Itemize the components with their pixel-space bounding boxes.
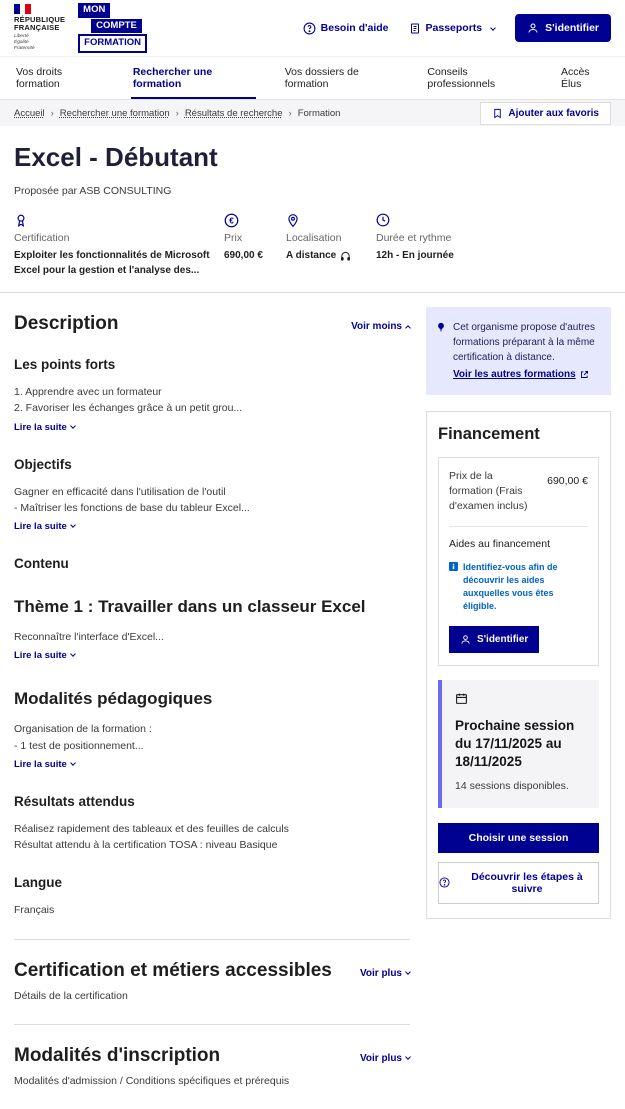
- header-actions: [303, 14, 611, 42]
- site-header: [0, 0, 625, 56]
- breadcrumb-accueil[interactable]: Accueil: [14, 107, 45, 119]
- republic-motto: Liberté Égalité Fraternité: [14, 33, 35, 51]
- fact-value-text: A distance: [286, 250, 337, 261]
- signin-label: S'identifier: [477, 633, 529, 645]
- aides-info-text: Identifiez-vous afin de découvrir les aides auxquelles vous êtes éligible.: [463, 561, 558, 611]
- republique-francaise-logo: [14, 4, 65, 52]
- discover-steps-label: Découvrir les étapes à suivre: [471, 870, 583, 895]
- points-forts-line: 2. Favoriser les échanges grâce à un petit grou...: [14, 402, 243, 415]
- main-content: [0, 293, 625, 1109]
- resultats-line: Réalisez rapidement des tableaux et des feuilles de calculs: [14, 822, 289, 835]
- help-link[interactable]: [303, 22, 389, 35]
- course-provider: Proposée par ASB CONSULTING: [14, 185, 172, 197]
- price-box: [438, 457, 599, 666]
- points-forts-heading: Les points forts: [14, 357, 116, 372]
- award-icon: [14, 213, 210, 228]
- session-count: 14 sessions disponibles.: [455, 779, 569, 792]
- chevron-down-icon: [70, 522, 76, 528]
- bookmark-icon: [492, 108, 503, 119]
- brand-line-compte: COMPTE: [91, 19, 142, 34]
- langue-heading: Langue: [14, 875, 63, 891]
- breadcrumb-separator: ›: [288, 107, 292, 119]
- breadcrumb-rechercher[interactable]: Rechercher une formation: [59, 107, 170, 119]
- financement-card: [426, 411, 611, 919]
- resultats-attendus-heading: Résultats attendus: [14, 793, 135, 809]
- help-label: Besoin d'aide: [320, 22, 389, 34]
- fact-localisation: [286, 213, 362, 278]
- nav-item-conseils[interactable]: Conseils professionnels: [427, 66, 496, 90]
- next-session-box: [438, 680, 599, 808]
- objectifs-line: Gagner en efficacité dans l'utilisation de l'outil: [14, 485, 226, 498]
- person-icon: [460, 634, 471, 645]
- republic-name: [14, 16, 65, 32]
- modalites-inscription-line: Modalités d'admission / Conditions spécifiques et prérequis: [14, 1074, 290, 1087]
- contenu-heading: Contenu: [14, 556, 69, 572]
- modalites-pedagogiques-line: Organisation de la formation :: [14, 723, 152, 736]
- headphones-icon: [340, 251, 351, 262]
- passports-label: Passeports: [425, 22, 483, 34]
- objectifs-line: - Maîtriser les fonctions de base du tableur Excel...: [14, 501, 250, 514]
- svg-text:€: €: [229, 216, 234, 226]
- chevron-down-icon: [490, 25, 496, 31]
- chevron-up-icon: [405, 325, 411, 331]
- voir-plus-link[interactable]: Voir plus: [360, 1053, 410, 1064]
- other-trainings-notice: [426, 307, 611, 395]
- fact-prix: [224, 213, 272, 278]
- republic-name-line2: FRANÇAISE: [14, 23, 60, 33]
- aides-label: Aides au financement: [449, 537, 550, 550]
- inner-divider: [449, 526, 588, 527]
- theme1-line: Reconnaître l'interface d'Excel...: [14, 631, 164, 644]
- fact-label: Localisation: [286, 232, 342, 244]
- theme1-heading: Thème 1 : Travailler dans un classeur Excel: [14, 597, 366, 617]
- fact-duree: [376, 213, 454, 278]
- fact-label: Certification: [14, 232, 70, 244]
- logo-group: [14, 3, 147, 53]
- financement-heading: Financement: [438, 425, 540, 443]
- voir-plus-link[interactable]: Voir plus: [360, 968, 410, 979]
- lire-la-suite-link[interactable]: Lire la suite: [14, 422, 75, 433]
- main-nav: [0, 56, 625, 100]
- mon-compte-formation-logo[interactable]: [78, 3, 147, 53]
- modalites-pedagogiques-heading: Modalités pédagogiques: [14, 689, 213, 709]
- breadcrumb-separator: ›: [175, 107, 179, 119]
- brand-line-mon: MON: [78, 3, 110, 18]
- signin-button[interactable]: [515, 14, 611, 42]
- langue-line: Français: [14, 904, 55, 917]
- breadcrumb-current: Formation: [297, 107, 341, 119]
- price-label: Prix de la formation (Frais d'examen inclus): [449, 470, 528, 513]
- lire-la-suite-link[interactable]: Lire la suite: [14, 759, 75, 770]
- nav-item-droits[interactable]: Vos droits formation: [16, 66, 63, 90]
- sidebar: [426, 293, 611, 1089]
- modalites-pedagogiques-line: - 1 test de positionnement...: [14, 739, 144, 752]
- certification-metiers-line: Détails de la certification: [14, 989, 128, 1002]
- course-facts: [14, 213, 611, 292]
- other-trainings-link[interactable]: Voir les autres formations: [453, 367, 589, 382]
- breadcrumb-resultats[interactable]: Résultats de recherche: [184, 107, 283, 119]
- clock-icon: [376, 213, 454, 228]
- breadcrumb: [14, 108, 340, 119]
- chevron-down-icon: [405, 1054, 411, 1060]
- fact-label: Prix: [224, 232, 243, 244]
- chevron-down-icon: [405, 969, 411, 975]
- course-details-column: [14, 293, 410, 1089]
- euro-coin-icon: [224, 213, 272, 228]
- document-icon: [409, 22, 421, 35]
- nav-item-acces-elus[interactable]: Accès Élus: [560, 66, 590, 90]
- fact-certification: [14, 213, 210, 278]
- calendar-icon: [455, 692, 589, 705]
- resultats-line: Résultat attendu à la certification TOSA : niveau Basique: [14, 839, 278, 852]
- fact-value: Exploiter les fonctionnalités de Microsoft Excel pour la gestion et l'analyse des...: [14, 250, 210, 276]
- certification-metiers-heading: Certification et métiers accessibles: [14, 959, 332, 981]
- description-heading: Description: [14, 313, 119, 334]
- objectifs-heading: Objectifs: [14, 456, 72, 472]
- lightbulb-icon: [436, 321, 446, 382]
- republic-name-line1: RÉPUBLIQUE: [14, 15, 66, 25]
- voir-moins-link[interactable]: Voir moins: [351, 321, 410, 332]
- passports-menu[interactable]: [409, 22, 496, 35]
- fact-label: Durée et rythme: [376, 232, 452, 244]
- points-forts-line: 1. Apprendre avec un formateur: [14, 386, 162, 398]
- external-link-icon: [580, 370, 589, 379]
- person-icon: [527, 22, 539, 34]
- info-square-icon: [449, 562, 458, 613]
- breadcrumb-bar: [0, 100, 625, 126]
- breadcrumb-separator: ›: [50, 107, 54, 119]
- lire-la-suite-link[interactable]: Lire la suite: [14, 650, 75, 661]
- signin-label: S'identifier: [545, 22, 599, 34]
- session-title: Prochaine session du 17/11/2025 au 18/11/2025: [455, 717, 575, 770]
- fact-value: 690,00 €: [224, 250, 263, 261]
- lire-la-suite-link[interactable]: Lire la suite: [14, 521, 75, 532]
- map-pin-icon: [286, 213, 362, 228]
- aides-info: [449, 561, 588, 613]
- french-flag-icon: [14, 4, 31, 14]
- brand-line-formation: FORMATION: [78, 34, 147, 53]
- modalites-inscription-heading: Modalités d'inscription: [14, 1044, 221, 1066]
- add-favorites-button[interactable]: [480, 102, 611, 125]
- chevron-down-icon: [70, 651, 76, 657]
- nav-item-dossiers[interactable]: Vos dossiers de formation: [284, 66, 359, 90]
- choose-session-button[interactable]: Choisir une session: [438, 823, 599, 853]
- add-favorites-label: Ajouter aux favoris: [508, 107, 599, 119]
- question-circle-icon: [303, 22, 316, 35]
- notice-text: Cet organisme propose d'autres formations préparant à la même certification à distance. Voir les autres formations: [453, 322, 595, 380]
- fact-value: 12h - En journée: [376, 250, 454, 261]
- fact-value: [286, 249, 362, 264]
- page-title: Excel - Débutant: [14, 142, 218, 172]
- signin-button-sidebar[interactable]: [449, 626, 539, 653]
- chevron-down-icon: [70, 423, 76, 429]
- price-value: 690,00 €: [547, 475, 588, 487]
- chevron-down-icon: [70, 760, 76, 766]
- course-header: [0, 126, 625, 293]
- nav-item-rechercher[interactable]: Rechercher une formation: [131, 57, 256, 99]
